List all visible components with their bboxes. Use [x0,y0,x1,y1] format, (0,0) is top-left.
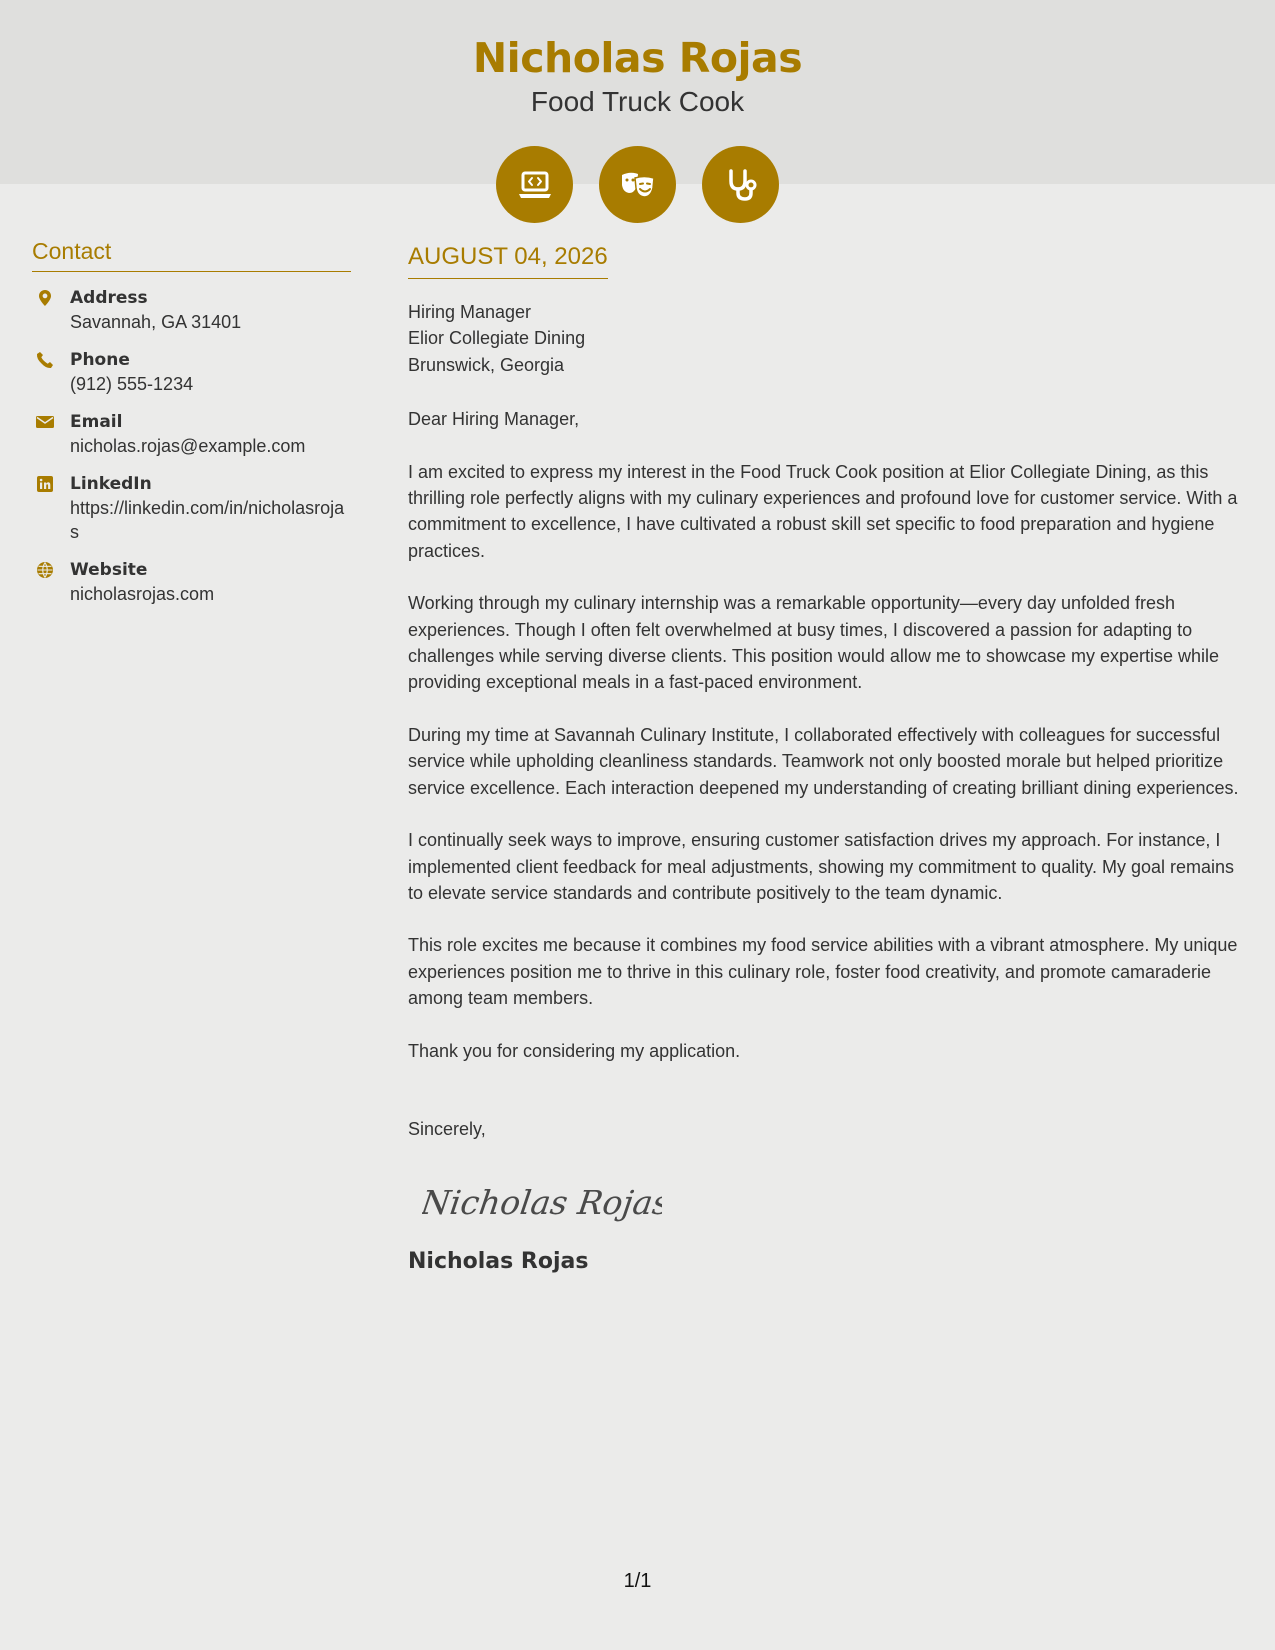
closing: Sincerely, [408,1118,486,1139]
recipient-block [408,299,1250,378]
phone-label: Phone [70,350,130,370]
paragraph: Thank you for considering my application. [408,1040,741,1061]
job-title: Food Truck Cook [530,86,745,117]
theater-masks-icon [618,165,658,205]
contact-linkedin [32,472,351,544]
paragraph: During my time at Savannah Culinary Institute, I collaborated effectively with colleagues for successful service while upholding cleanliness standards. Teamwork not only boosted morale but helped prioritize service excellence. Each interaction deepened my understanding of creating brilliant dining experiences. [408,724,1239,798]
contact-sidebar [32,238,351,606]
linkedin-value[interactable]: https://linkedin.com/in/nicholasrojas [70,498,345,542]
email-value[interactable]: nicholas.rojas@example.com [70,436,306,456]
paragraph: This role excites me because it combines my food service abilities with a vibrant atmosphere. My unique experiences position me to thrive in this culinary role, foster food creativity, and promote camaraderie among team members. [408,935,1238,1009]
contact-website [32,558,351,606]
page-number: 1/1 [623,1570,652,1592]
contact-heading: Contact [32,238,351,272]
globe-icon [36,561,54,579]
laptop-code-icon [515,165,555,205]
phone-icon [36,351,54,369]
recipient-line: Elior Collegiate Dining [408,328,586,349]
contact-email [32,410,351,458]
printed-name: Nicholas Rojas [408,1249,589,1275]
date-block [408,242,608,279]
letter-date: AUGUST 04, 2026 [408,243,608,270]
email-label: Email [70,412,123,432]
salutation: Dear Hiring Manager, [408,409,580,430]
stethoscope-icon [721,165,761,205]
signature-text: Nicholas Rojas [422,1183,662,1223]
envelope-icon [36,413,54,431]
applicant-name: Nicholas Rojas [472,34,803,82]
paragraph: I am excited to express my interest in the Food Truck Cook position at Elior Collegiate Dining, as this thrilling role perfectly aligns with my culinary experiences and profound love for customer service. With a commitment to excellence, I have cultivated a robust skill set specific to food preparation and hygiene practices. [408,461,1238,561]
linkedin-label: LinkedIn [70,474,152,494]
linkedin-icon [36,475,54,493]
address-value: Savannah, GA 31401 [70,312,242,332]
badge-stethoscope [702,146,779,223]
badge-laptop [496,146,573,223]
letter-body [408,242,1250,1274]
phone-value: (912) 555-1234 [70,374,194,394]
website-label: Website [70,560,148,580]
signature-image [422,1170,662,1230]
map-pin-icon [36,289,54,307]
paragraph: Working through my culinary internship was a remarkable opportunity—every day unfolded fresh experiences. Though I often felt overwhelmed at busy times, I discovered a passion for adapting to challenges while serving diverse clients. This position would allow me to showcase my expertise while providing exceptional meals in a fast-paced environment. [408,593,1220,693]
recipient-line: Brunswick, Georgia [408,354,565,375]
website-value[interactable]: nicholasrojas.com [70,584,215,604]
contact-phone [32,348,351,396]
contact-address [32,286,351,334]
recipient-line: Hiring Manager [408,302,532,322]
badge-masks [599,146,676,223]
paragraph: I continually seek ways to improve, ensuring customer satisfaction drives my approach. For instance, I implemented client feedback for meal adjustments, showing my commitment to quality. My goal remains to elevate service standards and contribute positively to the team dynamic. [408,830,1235,903]
address-label: Address [70,288,148,308]
